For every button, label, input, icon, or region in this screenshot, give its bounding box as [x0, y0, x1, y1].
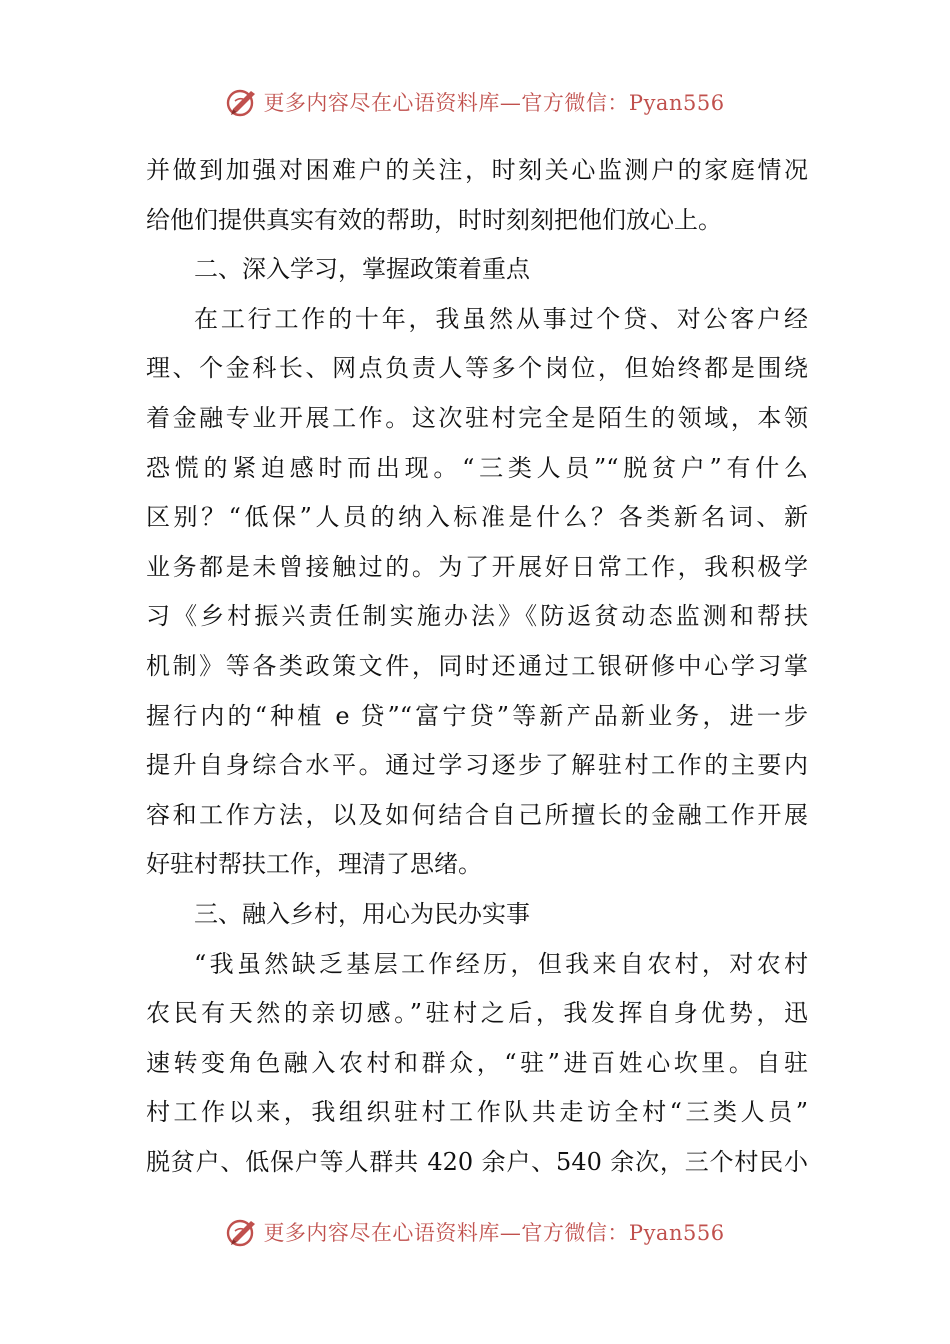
- pen-logo-icon: [225, 85, 259, 119]
- body-line: 容和工作方法，以及如何结合自己所擅长的金融工作开展: [146, 800, 808, 829]
- watermark-footer: [0, 1212, 950, 1252]
- body-line: 并做到加强对困难户的关注，时刻关心监测户的家庭情况: [146, 156, 808, 184]
- watermark-text: 更多内容尽在心语资料库—官方微信：Pyan556: [263, 91, 725, 115]
- body-line: 在工行工作的十年，我虽然从事过个贷、对公客户经: [194, 304, 808, 333]
- pen-logo-icon: [225, 1215, 259, 1249]
- body-line: 习《乡村振兴责任制实施办法》《防返贫动态监测和帮扶: [146, 602, 808, 631]
- document-body: [146, 146, 808, 1187]
- body-line: 农民有天然的亲切感。”驻村之后，我发挥自身优势，迅: [146, 999, 808, 1028]
- body-line: 恐慌的紧迫感时而出现。“三类人员”“脱贫户”有什么: [146, 453, 808, 482]
- body-line: 区别？“低保”人员的纳入标准是什么？各类新名词、新: [146, 503, 808, 532]
- body-line: 机制》等各类政策文件，同时还通过工银研修中心学习掌: [146, 651, 808, 680]
- body-line: 着金融专业开展工作。这次驻村完全是陌生的领域，本领: [146, 403, 808, 432]
- body-line: 给他们提供真实有效的帮助，时时刻刻把他们放心上。: [146, 205, 722, 234]
- body-line: 村工作以来，我组织驻村工作队共走访全村“三类人员”: [146, 1098, 808, 1127]
- body-line: 握行内的“种植 e 贷”“富宁贷”等新产品新业务，进一步: [146, 701, 808, 730]
- body-line: 好驻村帮扶工作，理清了思绪。: [146, 850, 482, 879]
- body-line: 脱贫户、低保户等人群共 420 余户、540 余次，三个村民小: [146, 1147, 808, 1176]
- section-heading: 二、深入学习，掌握政策着重点: [194, 255, 530, 284]
- body-line: 业务都是未曾接触过的。为了开展好日常工作，我积极学: [146, 552, 808, 581]
- body-line: 理、个金科长、网点负责人等多个岗位，但始终都是围绕: [146, 354, 808, 383]
- body-line: 速转变角色融入农村和群众，“驻”进百姓心坎里。自驻: [146, 1048, 808, 1077]
- body-line: “我虽然缺乏基层工作经历，但我来自农村，对农村: [194, 949, 808, 978]
- section-heading: 三、融入乡村，用心为民办实事: [194, 899, 530, 928]
- body-line: 提升自身综合水平。通过学习逐步了解驻村工作的主要内: [146, 751, 808, 780]
- watermark-text: 更多内容尽在心语资料库—官方微信：Pyan556: [263, 1221, 725, 1245]
- watermark-header: [0, 82, 950, 122]
